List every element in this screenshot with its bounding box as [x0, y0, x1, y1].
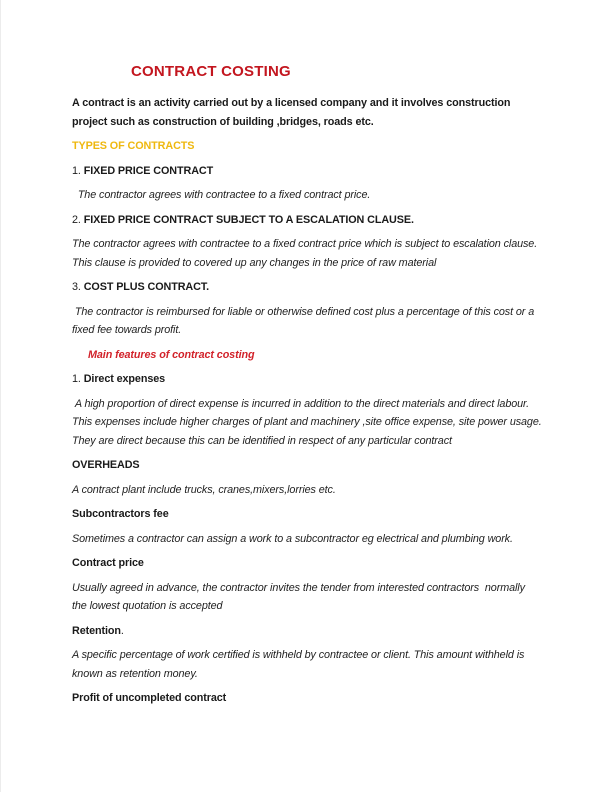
list-number: 3. — [72, 281, 84, 293]
feature-body: Sometimes a contractor can assign a work to a subcontractor eg electrical and plumbing work. — [72, 532, 513, 545]
intro-paragraph: A contract is an activity carried out by a licensed company and it involves construction project such as construction of building ,bridges, roads etc. — [72, 97, 514, 128]
heading-text: Direct expenses — [83, 373, 166, 385]
feature-body: A specific percentage of work certified is withheld by contractee or client. This amount withheld is known as retention money. — [72, 649, 528, 680]
list-number: 1. — [72, 373, 84, 385]
heading-suffix: . — [120, 624, 124, 637]
heading-text: FIXED PRICE CONTRACT — [83, 164, 214, 177]
feature-heading — [72, 689, 542, 708]
heading-text: Contract price — [72, 557, 144, 569]
contract-type-heading — [72, 162, 542, 181]
feature-body: A high proportion of direct expense is incurred in addition to the direct materials and direct labour. This expenses include higher charges of plant and machinery ,site office expense, site power usage. They are direct because this can be identified in respect of any particular contract — [72, 397, 545, 447]
document-title: CONTRACT COSTING — [131, 63, 291, 80]
feature-body: Usually agreed in advance, the contractor invites the tender from interested contractors normally the lowest quotation is accepted — [72, 581, 528, 612]
heading-text: FIXED PRICE CONTRACT SUBJECT TO A ESCALATION CLAUSE. — [83, 213, 414, 226]
contract-type-body: The contractor is reimbursed for liable or otherwise defined cost plus a percentage of this cost or a fixed fee towards profit. — [72, 305, 538, 336]
contract-type-body: The contractor agrees with contractee to a fixed contract price which is subject to escalation clause. This clause is provided to covered up any changes in the price of raw material — [72, 238, 541, 269]
heading-text: Retention — [72, 624, 121, 637]
feature-heading — [72, 554, 542, 573]
heading-text: Subcontractors fee — [72, 508, 169, 520]
main-features-heading: Main features of contract costing — [88, 348, 255, 361]
contract-type-body: The contractor agrees with contractee to a fixed contract price. — [72, 189, 371, 201]
list-number: 1. — [72, 164, 84, 177]
feature-heading — [72, 505, 542, 524]
heading-text: OVERHEADS — [72, 459, 140, 471]
heading-text: Profit of uncompleted contract — [72, 692, 227, 704]
feature-heading — [72, 622, 542, 641]
contract-type-heading — [72, 211, 542, 230]
types-of-contracts-heading: TYPES OF CONTRACTS — [72, 140, 195, 152]
feature-heading — [72, 370, 542, 389]
list-number: 2. — [72, 213, 84, 226]
contract-type-heading — [72, 278, 542, 297]
feature-body: A contract plant include trucks, cranes,mixers,lorries etc. — [72, 483, 336, 496]
heading-text: COST PLUS CONTRACT. — [83, 281, 209, 293]
feature-heading — [72, 456, 542, 475]
